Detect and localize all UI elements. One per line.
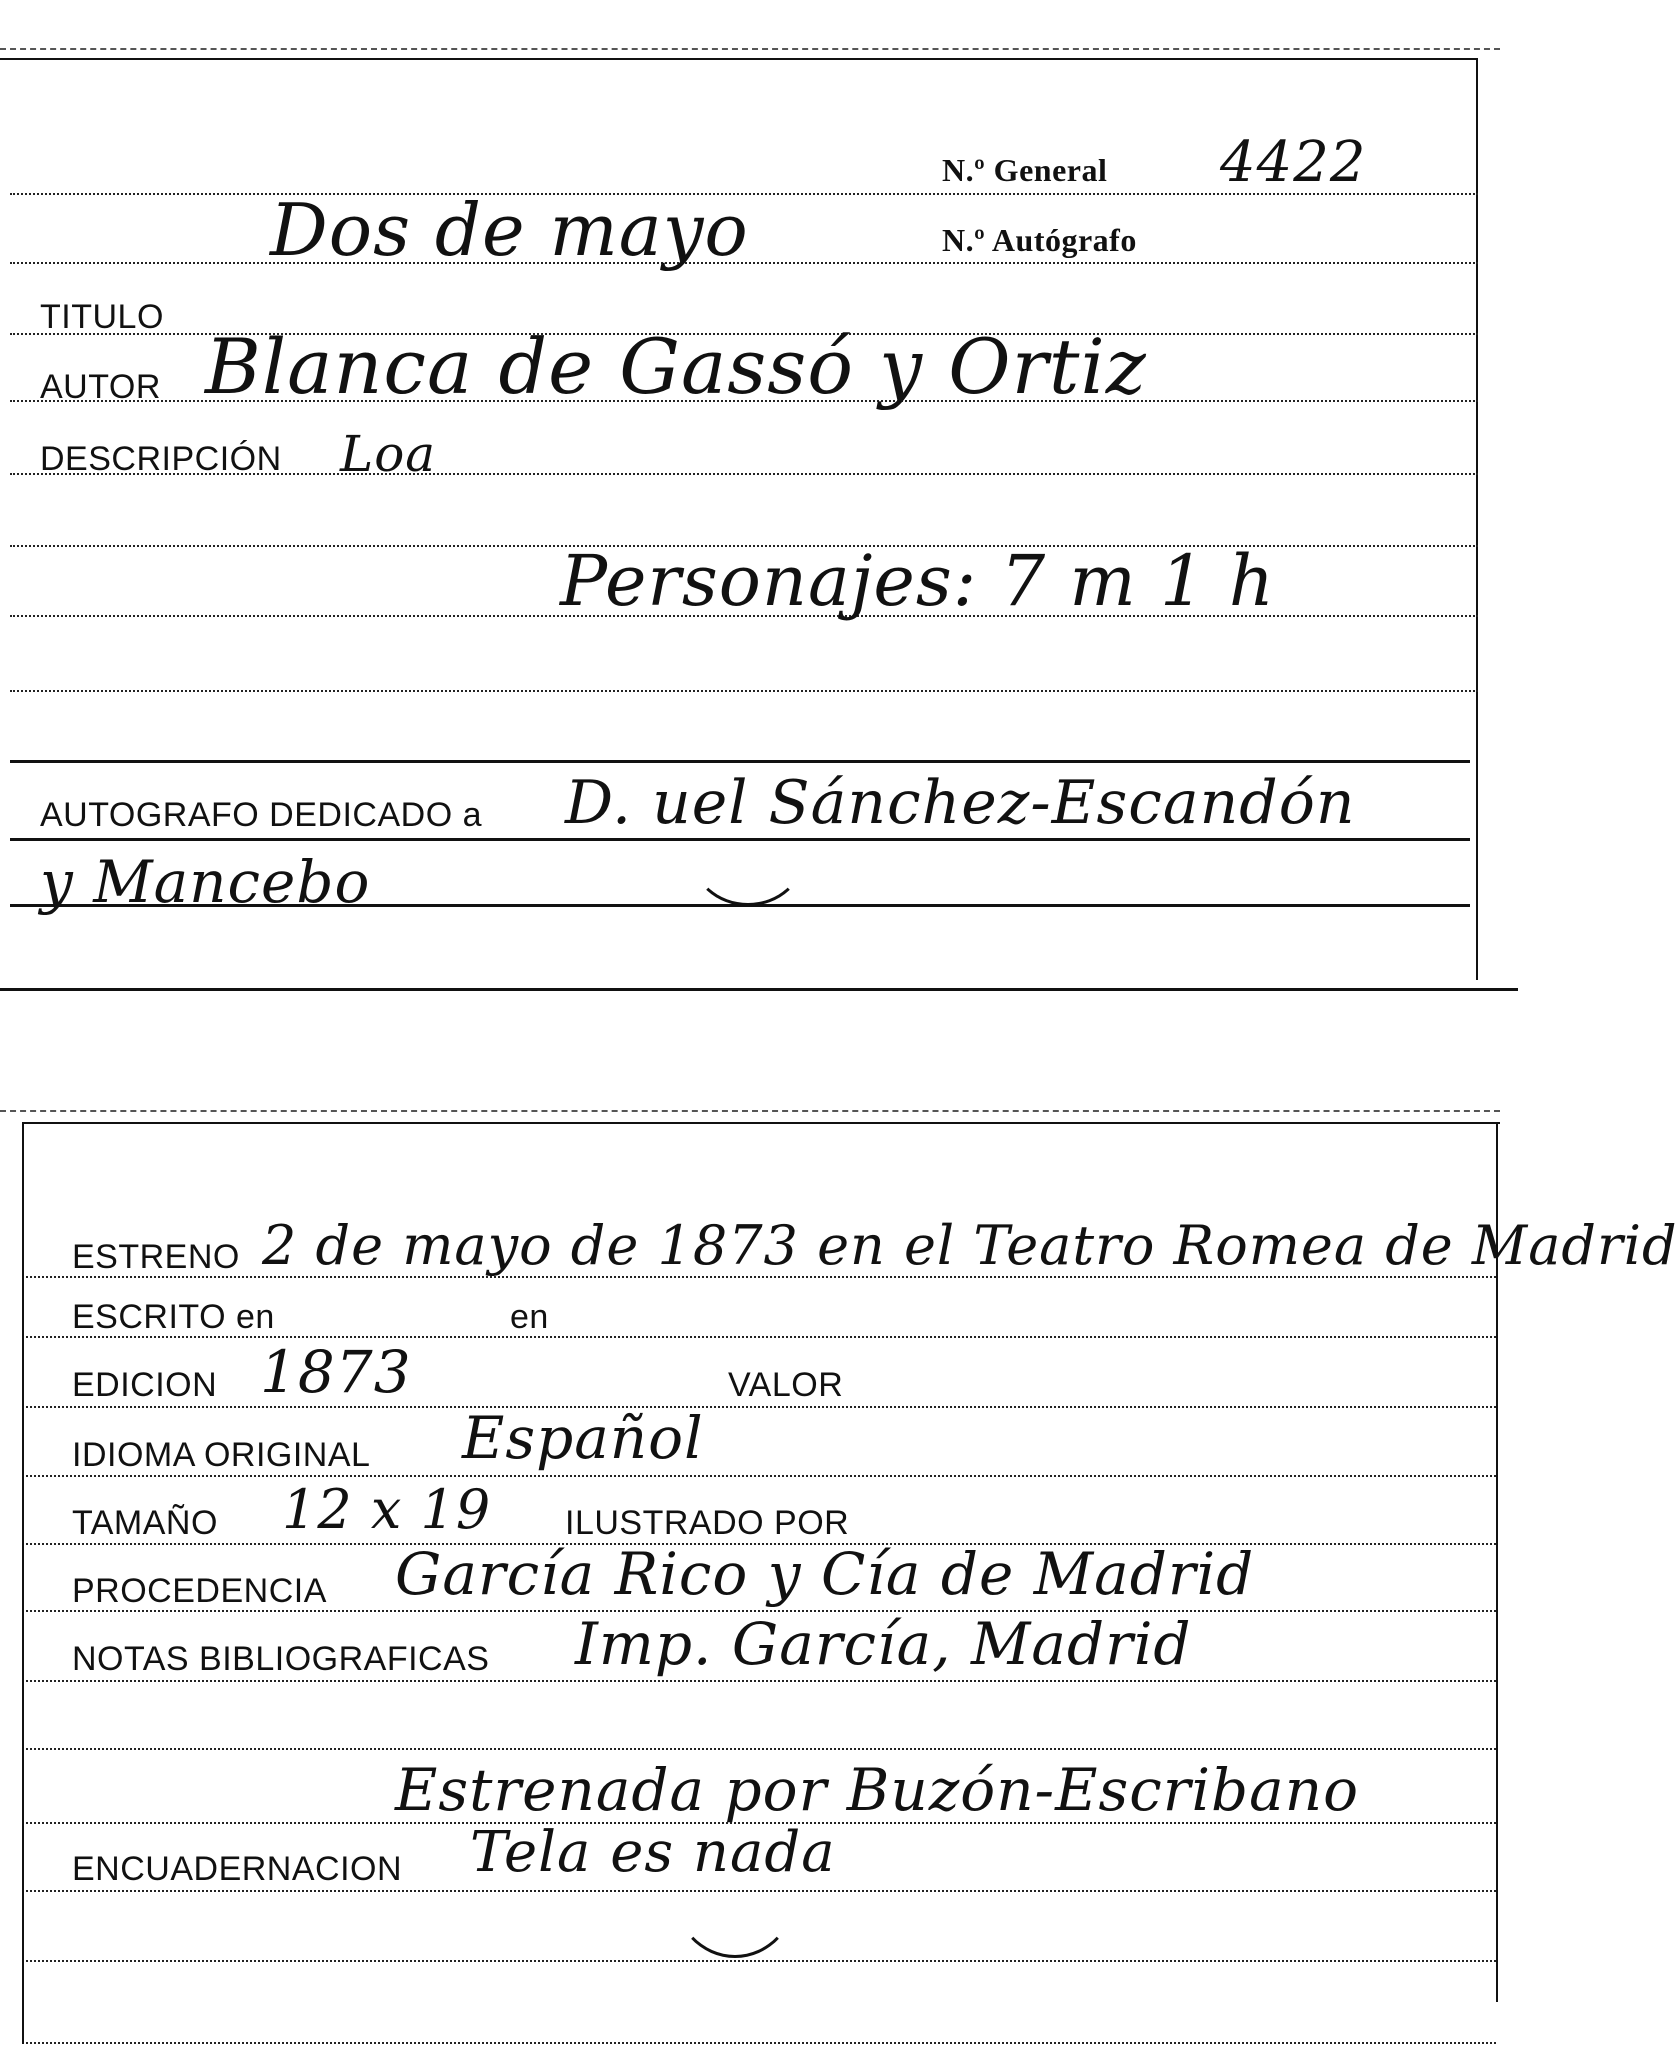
- descripcion-label: DESCRIPCIÓN: [40, 440, 282, 478]
- encuadernacion-label: ENCUADERNACION: [72, 1850, 403, 1888]
- autografo-label: AUTOGRAFO DEDICADO a: [40, 796, 482, 834]
- valor-label: VALOR: [728, 1366, 844, 1404]
- autor-label: AUTOR: [40, 368, 161, 406]
- procedencia-label: PROCEDENCIA: [72, 1572, 327, 1610]
- catalog-card-back: [0, 1000, 1678, 2056]
- estreno-value: 2 de mayo de 1873 en el Teatro Romea de Madrid: [262, 1214, 1678, 1277]
- card-top-edge: [0, 48, 1500, 50]
- punch-hole-mark: [672, 1822, 798, 1958]
- notas-label: NOTAS BIBLIOGRAFICAS: [72, 1640, 490, 1678]
- ilustrado-label: ILUSTRADO POR: [565, 1504, 850, 1542]
- titulo-label: TITULO: [40, 298, 164, 336]
- numero-autografo-label: N.º Autógrafo: [942, 222, 1137, 258]
- idioma-label: IDIOMA ORIGINAL: [72, 1436, 371, 1474]
- ruled-line: [10, 690, 1478, 692]
- tamano-label: TAMAÑO: [72, 1504, 218, 1542]
- autografo-value: D. uel Sánchez-Escandón: [565, 768, 1356, 838]
- card-bottom-edge: [0, 988, 1518, 991]
- notas-value: Imp. García, Madrid: [575, 1610, 1192, 1678]
- edicion-value: 1873: [260, 1338, 412, 1406]
- autografo-value-line2: y Mancebo: [40, 848, 371, 916]
- ruled-line: [26, 2042, 1496, 2044]
- tamano-value: 12 x 19: [282, 1478, 492, 1541]
- personajes-value: Personajes: 7 m 1 h: [560, 540, 1275, 622]
- encuadernacion-value: Tela es nada: [470, 1820, 836, 1885]
- punch-hole-mark: [690, 800, 806, 906]
- numero-general-value: 4422: [1220, 130, 1367, 195]
- escrito-en-label: en: [510, 1298, 549, 1336]
- autor-value: Blanca de Gassó y Ortiz: [205, 322, 1147, 411]
- procedencia-value: García Rico y Cía de Madrid: [395, 1540, 1255, 1608]
- ruled-line: [26, 1748, 1496, 1750]
- descripcion-value: Loa: [340, 425, 437, 483]
- idioma-value: Español: [462, 1404, 704, 1472]
- ruled-line: [26, 1475, 1496, 1477]
- estreno-label: ESTRENO: [72, 1238, 240, 1276]
- title-value: Dos de mayo: [270, 188, 749, 272]
- estrenada-value: Estrenada por Buzón-Escribano: [395, 1756, 1359, 1824]
- ruled-line: [26, 1406, 1496, 1408]
- edicion-label: EDICION: [72, 1366, 218, 1404]
- card-top-edge: [0, 1110, 1500, 1112]
- numero-general-label: N.º General: [942, 152, 1108, 188]
- catalog-card-front: [0, 0, 1518, 1000]
- ruled-line: [26, 1680, 1496, 1682]
- ruled-line: [10, 760, 1470, 763]
- ruled-line: [26, 1960, 1496, 1962]
- escrito-label: ESCRITO en: [72, 1298, 275, 1336]
